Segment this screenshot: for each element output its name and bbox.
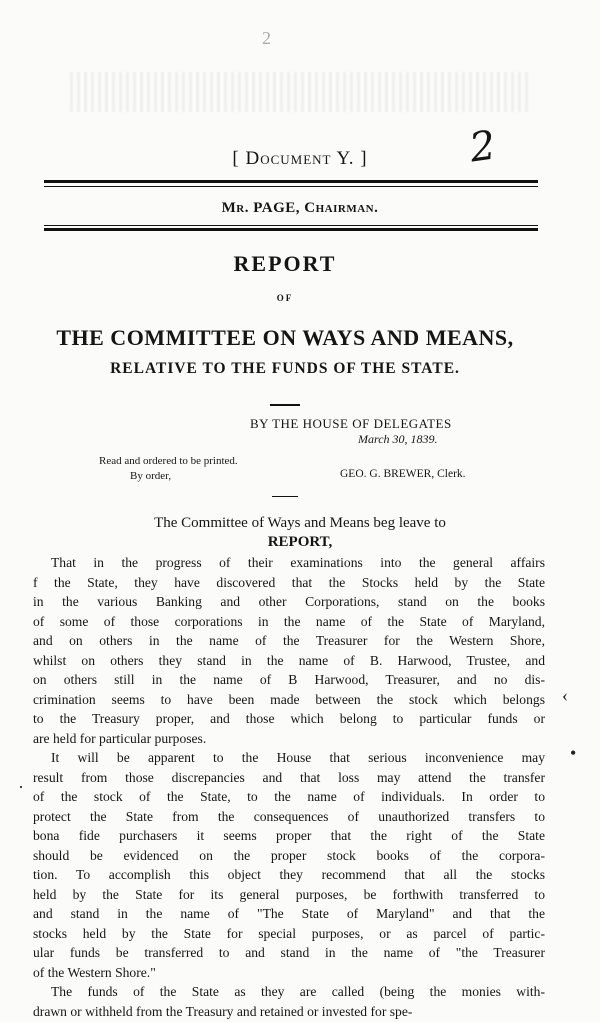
read-ordered-note: Read and ordered to be printed. — [99, 455, 238, 467]
body-line: ular funds be transferred to and stand in the name of "the Treasurer — [33, 945, 545, 960]
relative-heading: RELATIVE TO THE FUNDS OF THE STATE. — [110, 360, 460, 377]
report-heading: REPORT — [233, 251, 337, 276]
body-line: of the stock of the State, to the name of individuals. In order to — [33, 789, 545, 804]
top-rule-thin — [44, 186, 538, 187]
body-line: should be evidenced on the proper stock books of the corpora- — [33, 847, 545, 863]
page-mark: 2 — [262, 28, 271, 48]
bottom-rule-thin — [44, 225, 538, 226]
issue-date: March 30, 1839. — [358, 432, 438, 446]
body-line: crimination seems to have been made between the stock which belongs — [33, 691, 545, 707]
body-line: That in the progress of their examinations into the general affairs — [51, 555, 545, 570]
house-of-delegates: BY THE HOUSE OF DELEGATES — [250, 416, 452, 431]
bottom-rule-thick — [44, 228, 538, 231]
of-heading: OF — [276, 293, 294, 303]
body-line: bona fide purchasers it seems proper that the right of the State — [33, 828, 545, 843]
body-line: are held for particular purposes. — [33, 730, 207, 746]
body-line: and on others in the name of the Treasurer for the Western Shore, — [33, 633, 545, 648]
body-line: of some of those corporations in the name of the State of Maryland, — [33, 613, 545, 629]
clerk-signature: GEO. G. BREWER, Clerk. — [340, 468, 466, 480]
margin-mark: · — [18, 777, 24, 797]
by-order-note: By order, — [130, 470, 172, 482]
top-rule-thick — [44, 180, 538, 183]
document-title: [ Document Y. ] — [232, 148, 368, 169]
body-line: stocks held by the State for special purposes, or as parcel of partic- — [33, 925, 545, 941]
body-line: held by the State for its general purposes, be forthwith transferred to — [33, 886, 545, 902]
body-line: whilst on others they stand in the name of B. Harwood, Trustee, and — [33, 652, 545, 668]
intro-line: The Committee of Ways and Means beg leave to — [154, 515, 446, 531]
body-line: and stand in the name of "The State of Maryland" and that the — [33, 906, 545, 921]
body-line: It will be apparent to the House that serious inconvenience may — [51, 750, 545, 765]
handwritten-number: 2 — [466, 122, 499, 172]
body-line: to the Treasury proper, and those which belong to particular funds or — [33, 711, 545, 726]
section-divider — [270, 404, 300, 406]
body-line: The funds of the State as they are called (being the monies with- — [51, 984, 545, 999]
committee-heading: THE COMMITTEE ON WAYS AND MEANS, — [56, 325, 514, 350]
chairman-line: Mr. PAGE, Chairman. — [221, 200, 379, 216]
body-line: in the various Banking and other Corporations, stand on the books — [33, 594, 545, 609]
body-line: tion. To accomplish this object they recommend that all the stocks — [33, 867, 545, 882]
margin-mark: ‹ — [562, 685, 568, 705]
body-line: of the Western Shore." — [33, 964, 156, 980]
margin-mark: • — [570, 743, 577, 763]
body-line: protect the State from the consequences of unauthorized transfers to — [33, 808, 545, 824]
body-line: f the State, they have discovered that the Stocks held by the State — [33, 574, 545, 590]
body-line: drawn or withheld from the Treasury and retained or invested for spe- — [33, 1003, 413, 1019]
section-divider-small — [272, 496, 298, 497]
body-line: on others still in the name of B Harwood, Treasurer, and no dis- — [33, 672, 545, 687]
body-line: result from those discrepancies and that loss may attend the transfer — [33, 769, 545, 785]
intro-report: REPORT, — [267, 534, 333, 550]
bleed-through-text — [70, 72, 530, 112]
